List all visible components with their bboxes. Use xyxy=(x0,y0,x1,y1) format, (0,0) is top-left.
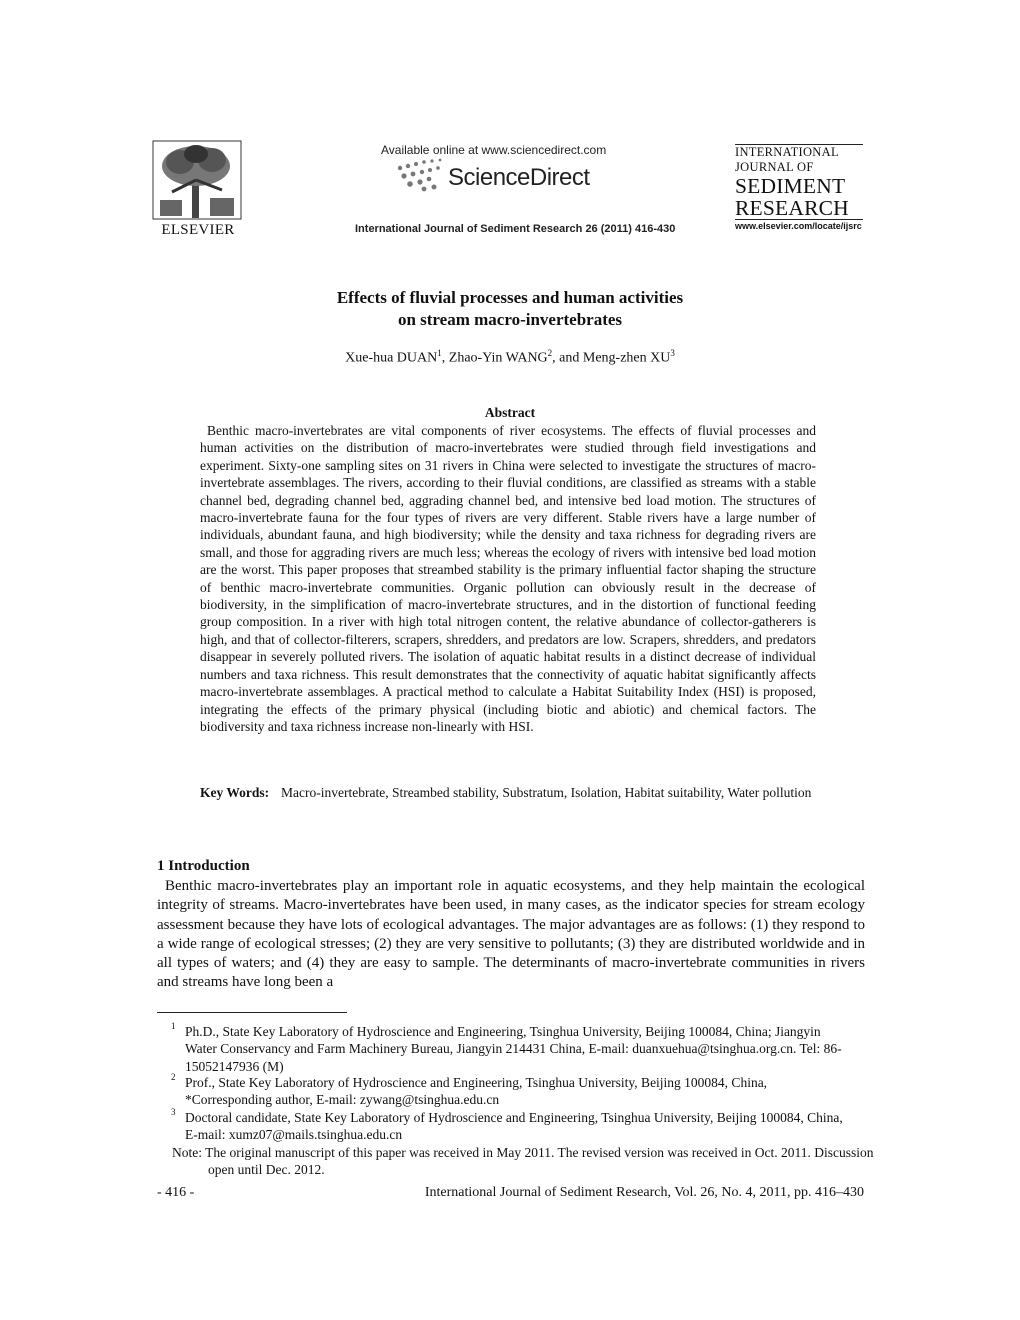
footnote-text: Doctoral candidate, State Key Laboratory of Hydroscience and Engineering, Tsinghua University, Beijing 100084, China, E-mail: xumz07@mails.tsinghua.edu.cn xyxy=(185,1110,843,1143)
author-list xyxy=(160,348,860,367)
introduction-paragraph: Benthic macro-invertebrates play an important role in aquatic ecosystems, and they help maintain the ecological integrity of streams. Macro-invertebrates have been used, in many cases, as the indicator species for stream ecology assessment because they have lots of ecological advantages. The major advantages are as follows: (1) they respond to a wide range of ecological stresses; (2) they are very sensitive to pollutants; (3) they are distributed worldwide and in all types of waters; and (4) they are easy to sample. The determinants of macro-invertebrate communities in rivers and streams have long been a xyxy=(157,878,865,991)
author-name: Zhao-Yin WANG xyxy=(448,350,548,366)
article-title-line-1: Effects of fluvial processes and human activities xyxy=(336,288,684,307)
ijsr-line-4: RESEARCH xyxy=(735,196,849,220)
ijsr-journal-logo xyxy=(735,144,863,231)
footnote-item xyxy=(171,1072,850,1109)
sciencedirect-logo-text: ScienceDirect xyxy=(448,164,590,191)
footnote-mark: 1 xyxy=(171,1021,176,1031)
abstract-text: Benthic macro-invertebrates are vital components of river ecosystems. The effects of fluvial processes and human activities on the distribution of macro-invertebrates were studied through field investigations and experiment. Sixty-one sampling sites on 31 rivers in China were selected to investigate the structures of macro-invertebrate assemblages. The rivers, according to their fluvial conditions, are classified as streams with a stable channel bed, degrading channel bed, aggrading channel bed, and intensive bed load motion. The structures of macro-invertebrate fauna for the four types of rivers are very different. Stable rivers have a large number of individuals, abundant fauna, and high biodiversity; while the density and taxa richness for degrading rivers are small, and those for aggrading rivers are much less; whereas the ecology of rivers with intensive bed load motion are the worst. This paper proposes that streambed stability is the primary influential factor shaping the structure of benthic macro-invertebrate communities. Organic pollution can obviously result in the decrease of biodiversity, in the simplification of macro-invertebrate structures, and in the distortion of functional feeding group composition. In a river with high total nitrogen content, the relative abundance of collector-gatherers is high, and that of collector-filterers, scrapers, shredders, and predators are low. Scrapers, shredders, and predators disappear in severely polluted rivers. The isolation of aquatic habitat results in a distinct decrease of individual numbers and taxa richness. This result demonstrates that the connectivity of aquatic habitat significantly affects macro-invertebrate assemblages. A practical method to calculate a Habitat Suitability Index (HSI) is proposed, integrating the effects of the primary physical (including biotic and abiotic) and chemical factors. The biodiversity and taxa richness increase non-linearly with HSI. xyxy=(200,423,816,734)
journal-header-line: International Journal of Sediment Research 26 (2011) 416-430 xyxy=(355,223,676,235)
publisher-name: ELSEVIER xyxy=(161,222,235,238)
author-name: Xue-hua DUAN xyxy=(345,350,438,366)
author-separator: , xyxy=(441,350,449,366)
footnote-mark: 2 xyxy=(171,1072,176,1082)
ijsr-line-1: INTERNATIONAL xyxy=(735,145,839,159)
ijsr-line-3: SEDIMENT xyxy=(735,174,846,198)
author-affiliation-mark: 1 xyxy=(437,348,442,358)
keywords-label: Key Words: xyxy=(200,785,270,800)
article-title xyxy=(160,287,860,331)
available-online-text: Available online at www.sciencedirect.com xyxy=(381,143,607,157)
section-heading-introduction: 1 Introduction xyxy=(157,858,250,874)
abstract-heading: Abstract xyxy=(484,405,536,420)
footnote-divider xyxy=(157,1012,347,1013)
author-affiliation-mark: 2 xyxy=(547,348,553,358)
page-number: - 416 - xyxy=(157,1185,195,1200)
footnote-text: Ph.D., State Key Laboratory of Hydroscience and Engineering, Tsinghua University, Beijing 100084, China; Jiangyin Water Conservancy and Farm Machinery Bureau, Jiangyin 214431 China, E-mail: duanxuehua@tsinghua.org.cn. Tel: 86-15052147936 (M) xyxy=(185,1024,842,1074)
author-affiliation-mark: 3 xyxy=(670,348,675,358)
footnote-item xyxy=(171,1107,850,1144)
ijsr-line-2: JOURNAL OF xyxy=(735,160,814,174)
footnote-mark: 3 xyxy=(171,1107,176,1117)
journal-citation-footer: International Journal of Sediment Research, Vol. 26, No. 4, 2011, pp. 416–430 xyxy=(424,1185,864,1200)
author-name: Meng-zhen XU xyxy=(582,350,671,366)
author-separator: , and xyxy=(552,350,583,366)
footnote-item xyxy=(171,1021,850,1075)
footnote-text: Prof., State Key Laboratory of Hydroscience and Engineering, Tsinghua University, Beijing 100084, China, *Corresponding author, E-mail: zywang@tsinghua.edu.cn xyxy=(185,1075,768,1108)
keywords-text: Macro-invertebrate, Streambed stability, Substratum, Isolation, Habitat suitability, Water pollution xyxy=(281,785,812,800)
sciencedirect-dots-icon xyxy=(394,156,454,192)
ijsr-url: www.elsevier.com/locate/ijsrc xyxy=(735,221,862,231)
keywords-block xyxy=(200,784,816,802)
manuscript-note: Note: The original manuscript of this paper was received in May 2011. The revised version was received in Oct. 2011. Discussion open until Dec. 2012. xyxy=(172,1145,874,1178)
article-title-line-2: on stream macro-invertebrates xyxy=(397,310,623,329)
